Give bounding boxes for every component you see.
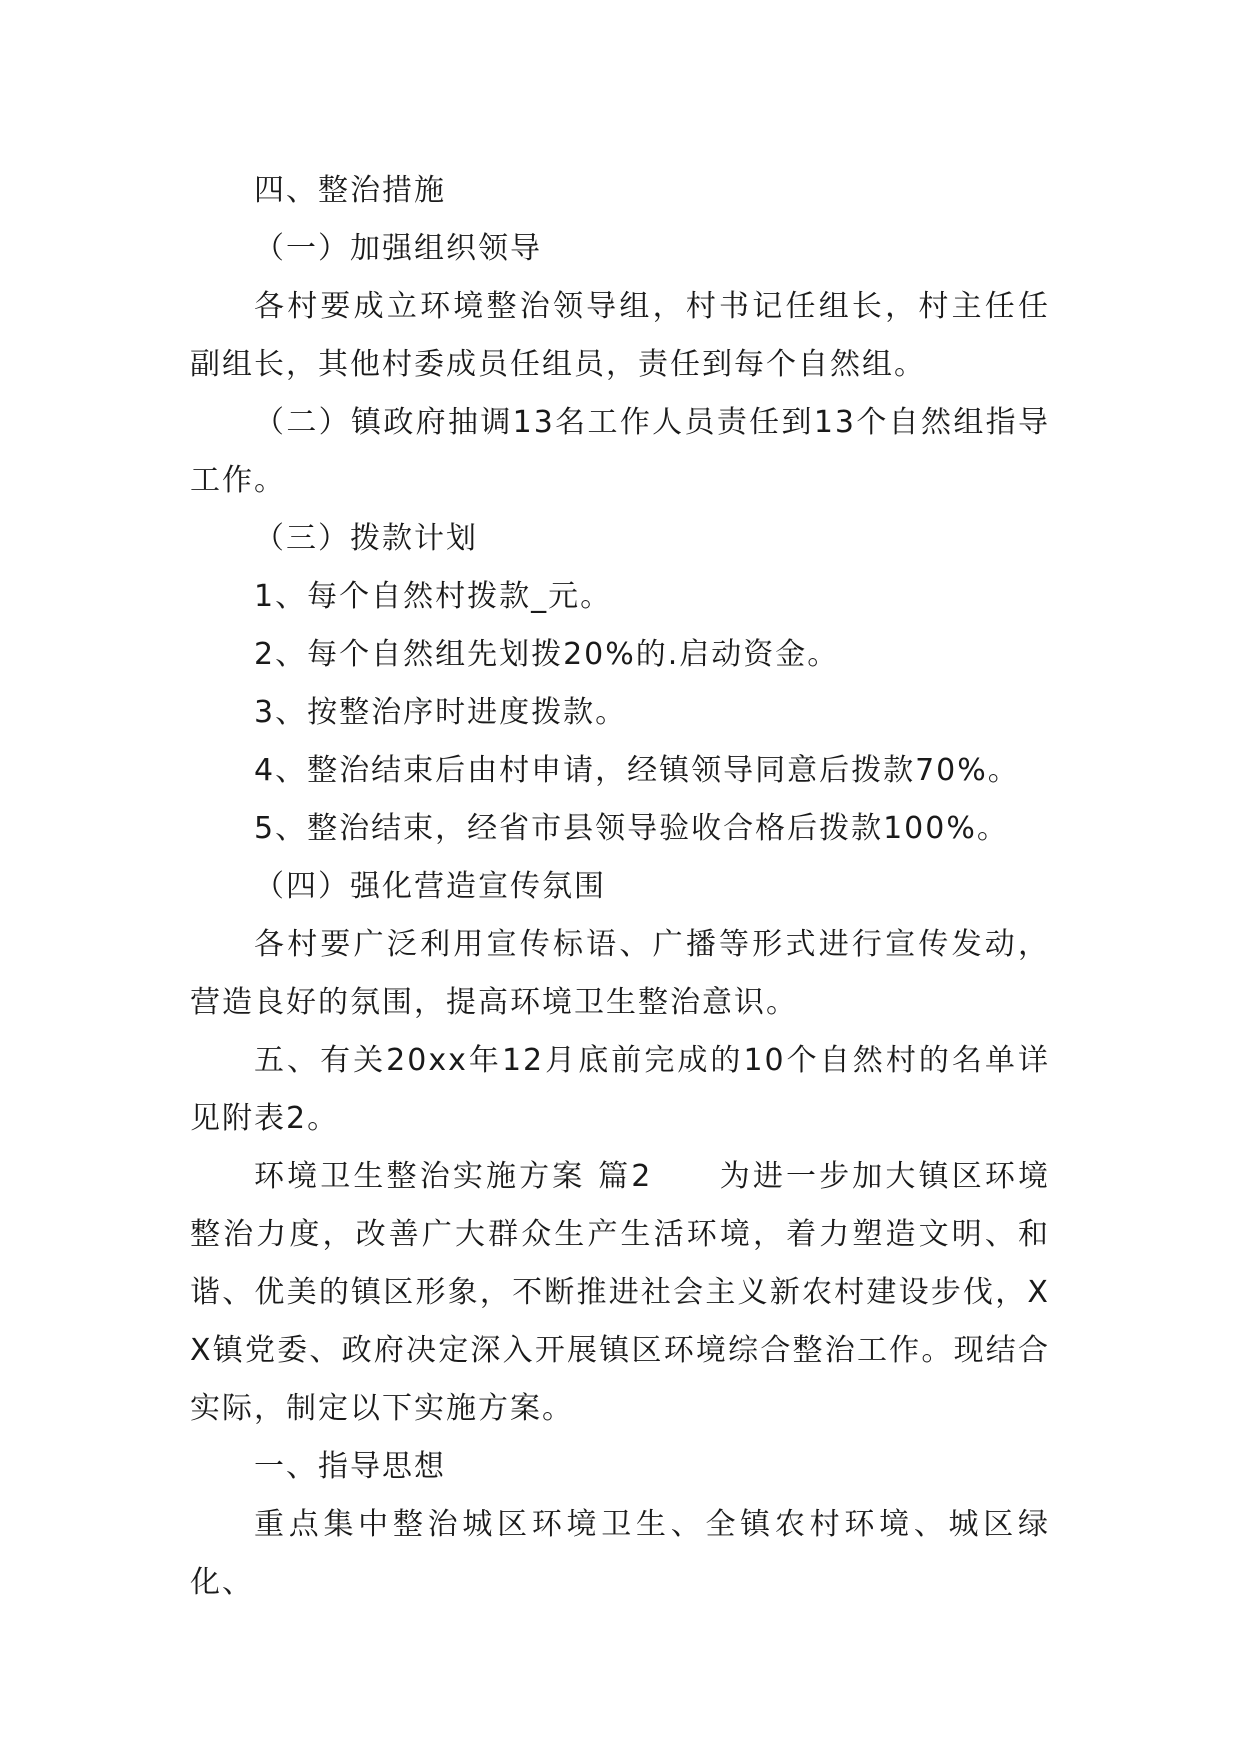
paragraph-subsection-2: （二）镇政府抽调13名工作人员责任到13个自然组指导工作。 (190, 405, 1050, 498)
paragraph-publicity-text: 各村要广泛利用宣传标语、广播等形式进行宣传发动，营造良好的氛围，提高环境卫生整治意识。 (190, 927, 1050, 1020)
paragraph-organization-text: 各村要成立环境整治领导组，村书记任组长，村主任任副组长，其他村委成员任组员，责任到每个自然组。 (190, 289, 1050, 382)
paragraph-guiding-thought-heading: 一、指导思想 (254, 1449, 446, 1484)
paragraph-section-5: 五、有关20xx年12月底前完成的10个自然村的名单详见附表2。 (190, 1043, 1050, 1136)
paragraph-guiding-thought-text: 重点集中整治城区环境卫生、全镇农村环境、城区绿化、 (190, 1507, 1050, 1600)
paragraph-funding-item-4: 4、整治结束后由村申请，经镇领导同意后拨款70%。 (254, 753, 1020, 788)
paragraph-subsection-1-heading: （一）加强组织领导 (254, 231, 542, 266)
paragraph-subsection-4-heading: （四）强化营造宣传氛围 (254, 869, 606, 904)
paragraph-subsection-3-heading: （三）拨款计划 (254, 521, 478, 556)
document-body (190, 162, 1050, 1612)
paragraph-plan-2-intro: 环境卫生整治实施方案 篇2 为进一步加大镇区环境整治力度，改善广大群众生产生活环境，着力塑造文明、和谐、优美的镇区形象，不断推进社会主义新农村建设步伐，XX镇党委、政府决定深入开展镇区环境综合整治工作。现结合实际，制定以下实施方案。 (190, 1159, 1050, 1426)
paragraph-funding-item-1: 1、每个自然村拨款_元。 (254, 579, 613, 614)
paragraph-funding-item-5: 5、整治结束，经省市县领导验收合格后拨款100%。 (254, 811, 1009, 846)
paragraph-funding-item-2: 2、每个自然组先划拨20%的.启动资金。 (254, 637, 840, 672)
paragraph-section-4-heading: 四、整治措施 (254, 173, 446, 208)
paragraph-funding-item-3: 3、按整治序时进度拨款。 (254, 695, 628, 730)
